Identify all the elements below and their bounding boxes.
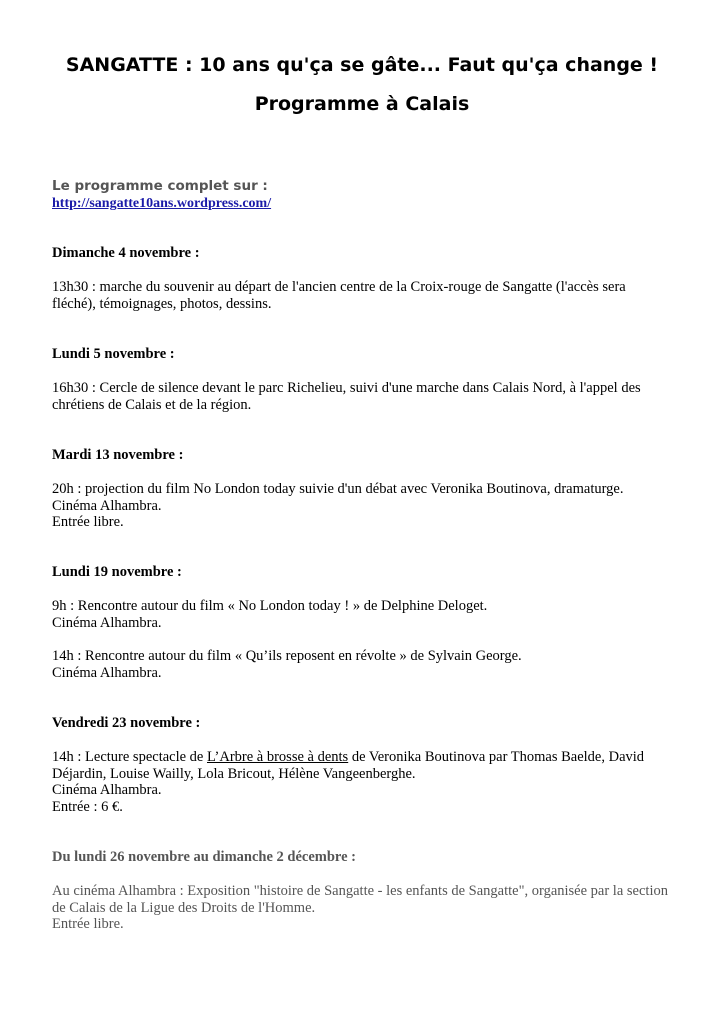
- event-text-line: fléché), témoignages, photos, dessins.: [52, 295, 272, 312]
- event-text-line: de Calais de la Ligue des Droits de l'Homme.: [52, 899, 316, 916]
- event-description: [52, 598, 682, 631]
- event-description: [52, 279, 682, 312]
- event-day-heading: Lundi 5 novembre :: [52, 346, 175, 362]
- event-day-heading: Lundi 19 novembre :: [52, 564, 182, 580]
- event-text-line: Cinéma Alhambra.: [52, 497, 162, 514]
- event-text-fragment: de Veronika Boutinova par Thomas Baelde, David: [348, 749, 645, 765]
- event-text-fragment: 14h : Lecture spectacle de: [52, 749, 207, 765]
- event-text-line: Entrée libre.: [52, 514, 124, 531]
- event-day-heading: Du lundi 26 novembre au dimanche 2 décembre :: [52, 849, 356, 865]
- event-description: [52, 481, 682, 531]
- event-day-heading: Dimanche 4 novembre :: [52, 245, 200, 261]
- event-text-line: 9h : Rencontre autour du film « No London today ! » de Delphine Deloget.: [52, 598, 488, 614]
- page-title: SANGATTE : 10 ans qu'ça se gâte... Faut qu'ça change !: [65, 54, 659, 76]
- programme-link[interactable]: http://sangatte10ans.wordpress.com/: [52, 196, 272, 211]
- event-text-line: 16h30 : Cercle de silence devant le parc Richelieu, suivi d'une marche dans Calais Nord, à l'appel des: [52, 380, 641, 396]
- event-description: [52, 380, 682, 413]
- play-title: L’Arbre à brosse à dents: [207, 749, 349, 765]
- event-day-heading: Mardi 13 novembre :: [52, 447, 184, 463]
- event-text-line: Au cinéma Alhambra : Exposition "histoire de Sangatte - les enfants de Sangatte", organisée par la section: [52, 883, 668, 899]
- event-description: [52, 648, 682, 681]
- event-description: [52, 749, 682, 815]
- page-subtitle: Programme à Calais: [254, 93, 470, 115]
- event-text-line: Déjardin, Louise Wailly, Lola Bricout, Hélène Vangeenberghe.: [52, 765, 416, 782]
- event-day-heading: Vendredi 23 novembre :: [52, 715, 201, 731]
- event-description: [52, 883, 682, 933]
- event-text-line: 20h : projection du film No London today suivie d'un débat avec Veronika Boutinova, dramaturge.: [52, 481, 624, 497]
- event-text-line: 13h30 : marche du souvenir au départ de l'ancien centre de la Croix-rouge de Sangatte (l'accès sera: [52, 279, 626, 295]
- event-text-line: Cinéma Alhambra.: [52, 614, 162, 631]
- event-text-line: 14h : Rencontre autour du film « Qu’ils reposent en révolte » de Sylvain George.: [52, 648, 522, 664]
- event-text-line: Entrée libre.: [52, 916, 124, 933]
- event-text-line: Entrée : 6 €.: [52, 798, 123, 815]
- programme-label: Le programme complet sur :: [52, 178, 268, 194]
- event-text-line: [52, 749, 682, 766]
- event-text-line: Cinéma Alhambra.: [52, 782, 162, 799]
- event-text-line: Cinéma Alhambra.: [52, 664, 162, 681]
- event-text-line: chrétiens de Calais et de la région.: [52, 396, 252, 413]
